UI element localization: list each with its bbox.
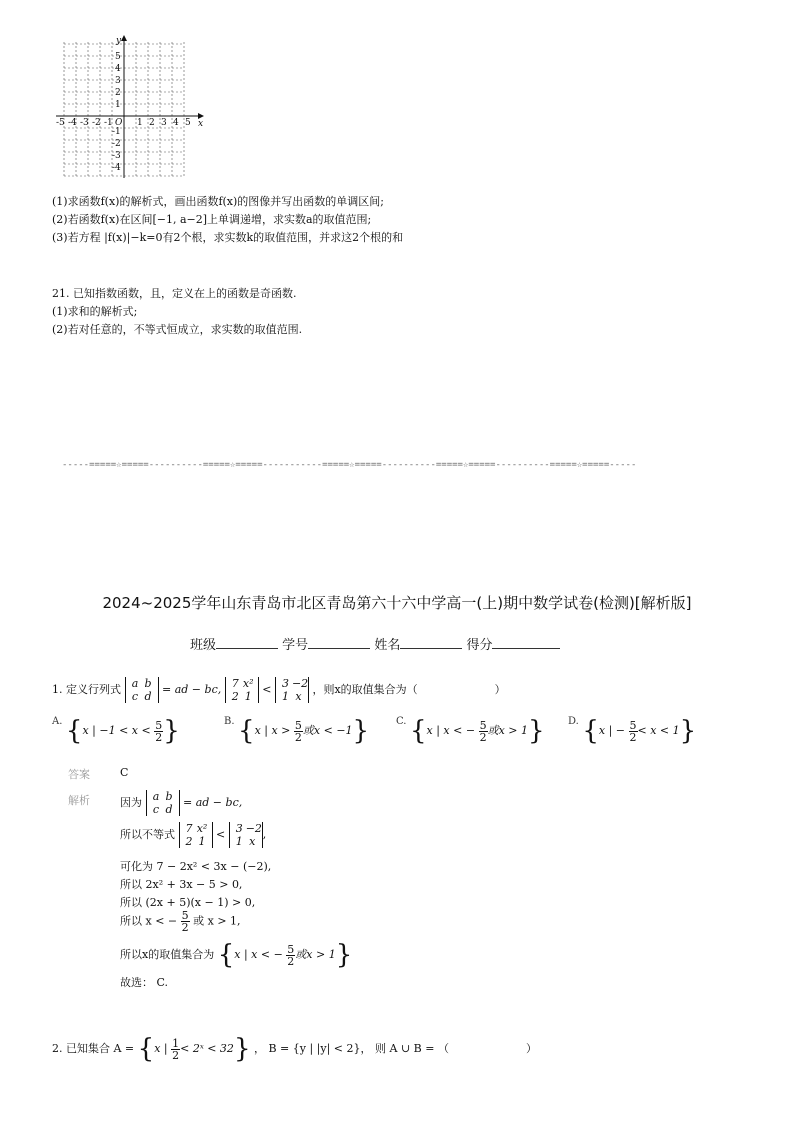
q2-text-b: ， B = {y | |y| < 2}， 则 A ∪ B = （ <box>253 1042 449 1055</box>
option-c-text: x | x < − <box>426 724 476 737</box>
analysis-label: 解析 <box>68 794 90 807</box>
y-tick: -2 <box>112 139 121 149</box>
option-d-tail: < x < 1 <box>637 724 680 737</box>
q1-option-a[interactable]: A. {x | −1 < x < $\frac{5}{2}$ } <box>52 716 180 746</box>
option-a-letter: A. <box>52 716 63 727</box>
x-axis-label: x <box>198 119 204 129</box>
option-c-tail: 或x > 1 <box>487 724 528 737</box>
option-c-fraction: $\frac{5}{2}$ <box>479 718 487 744</box>
x-tick: -3 <box>80 118 89 128</box>
x-tick: -1 <box>104 118 113 128</box>
field-id-label: 学号 <box>282 638 309 653</box>
option-b-letter: B. <box>224 716 235 727</box>
analysis-step-3: 可化为 7 − 2x² < 3x − (−2), <box>120 860 272 873</box>
analysis-step-5: 所以 (2x + 5)(x − 1) > 0, <box>120 896 256 909</box>
answer-label: 答案 <box>68 768 90 781</box>
x-tick: 2 <box>149 118 155 128</box>
determinant-right: 3 −2 1 x <box>275 677 309 703</box>
q2-close: ） <box>525 1042 537 1055</box>
y-tick: 2 <box>115 88 121 98</box>
field-class-label: 班级 <box>190 638 217 653</box>
q1-close: ） <box>494 683 506 696</box>
origin-label: O <box>115 118 123 128</box>
x-tick: 1 <box>137 118 143 128</box>
prev-question-part1: (1)求函数f(x)的解析式，画出函数f(x)的图像并写出函数的单调区间; <box>52 195 385 208</box>
q21-stem: 21. 已知指数函数，且，定义在上的函数是奇函数. <box>52 287 297 300</box>
q1-intro: 定义行列式 <box>66 683 121 696</box>
field-name-blank[interactable] <box>400 636 462 649</box>
x-tick: -2 <box>92 118 101 128</box>
option-d-fraction: $\frac{5}{2}$ <box>629 718 637 744</box>
x-tick: 4 <box>173 118 179 128</box>
analysis-step-2: 所以不等式 7 x² 2 1 < 3 −2 1 x, <box>120 822 267 848</box>
q2-number: 2. <box>52 1042 63 1055</box>
answer-value: C <box>120 766 129 779</box>
section-divider: -----=====☆=====----------=====☆=====-----------=====☆=====----------=====☆=====----------=====☆=====----- <box>62 460 637 470</box>
prev-question-part2: (2)若函数f(x)在区间[−1, a−2]上单调递增，求实数a的取值范围; <box>52 213 372 226</box>
q1-def-rhs: = ad − bc, <box>162 683 222 696</box>
y-tick: 4 <box>115 64 121 74</box>
q1-option-d[interactable]: D. {x | − $\frac{5}{2}$ < x < 1} <box>568 716 697 746</box>
x-tick: -4 <box>68 118 77 128</box>
option-b-fraction: $\frac{5}{2}$ <box>294 718 302 744</box>
analysis-step-4: 所以 2x² + 3x − 5 > 0, <box>120 878 243 891</box>
determinant-definition: a b c d <box>125 677 159 703</box>
option-b-tail: 或x < −1 <box>302 724 353 737</box>
q2-text-a: 已知集合 A = <box>66 1042 135 1055</box>
determinant-left: 7 x² 2 1 <box>225 677 259 703</box>
option-a-text: x | −1 < x < <box>82 724 151 737</box>
y-tick: 1 <box>115 100 121 110</box>
y-tick: -4 <box>112 163 121 173</box>
y-axis-label: y <box>116 36 122 46</box>
q1-number: 1. <box>52 683 63 696</box>
x-tick: 3 <box>161 118 167 128</box>
coordinate-grid <box>52 34 212 179</box>
option-d-text: x | − <box>598 724 626 737</box>
analysis-conclusion: 故选： C. <box>120 976 169 989</box>
y-tick: -3 <box>112 151 121 161</box>
analysis-step-6: 所以 x < − $\frac{5}{2}$ 或 x > 1, <box>120 909 241 934</box>
y-axis-arrow <box>121 35 127 41</box>
q21-part1: (1)求和的解析式; <box>52 305 138 318</box>
option-d-letter: D. <box>568 716 579 727</box>
field-score-label: 得分 <box>466 638 493 653</box>
q1-stem: 1. 定义行列式 a b c d = ad − bc, 7 x² 2 1 < 3 −2 1 x ，则x的取值集合为（ ） <box>52 677 506 703</box>
y-tick: 5 <box>115 52 121 62</box>
option-a-fraction: $\frac{5}{2}$ <box>155 718 163 744</box>
student-info-fields <box>190 634 560 653</box>
prev-question-part3: (3)若方程 |f(x)|−k=0有2个根，求实数k的取值范围，并求这2个根的和 <box>52 231 404 244</box>
option-c-letter: C. <box>396 716 407 727</box>
field-class-blank[interactable] <box>216 636 278 649</box>
field-id-blank[interactable] <box>308 636 370 649</box>
x-tick: -5 <box>56 118 65 128</box>
option-b-text: x | x > <box>254 724 291 737</box>
x-tick: 5 <box>185 118 191 128</box>
analysis-step-7: 所以x的取值集合为 {x | x < − $\frac{5}{2}$ 或x > 1} <box>120 940 353 970</box>
exam-title: 2024~2025学年山东青岛市北区青岛第六十六中学高一(上)期中数学试卷(检测)[解析版] <box>102 594 692 612</box>
q1-option-b[interactable]: B. {x | x > $\frac{5}{2}$ 或x < −1} <box>224 716 370 746</box>
field-score-blank[interactable] <box>492 636 560 649</box>
y-tick: -1 <box>112 127 121 137</box>
q2-stem: 2. 已知集合 A = {x | $\frac{1}{2}$ < 2ˣ < 32} ， B = {y | |y| < 2}， 则 A ∪ B = （ ） <box>52 1034 537 1064</box>
field-name-label: 姓名 <box>374 638 401 653</box>
y-tick: 3 <box>115 76 121 86</box>
q1-option-c[interactable]: C. {x | x < − $\frac{5}{2}$ 或x > 1} <box>396 716 545 746</box>
q1-ask: ，则x的取值集合为（ <box>312 683 418 696</box>
analysis-step-1: 因为 a b c d = ad − bc, <box>120 790 243 816</box>
q21-part2: (2)若对任意的，不等式恒成立，求实数的取值范围. <box>52 323 303 336</box>
